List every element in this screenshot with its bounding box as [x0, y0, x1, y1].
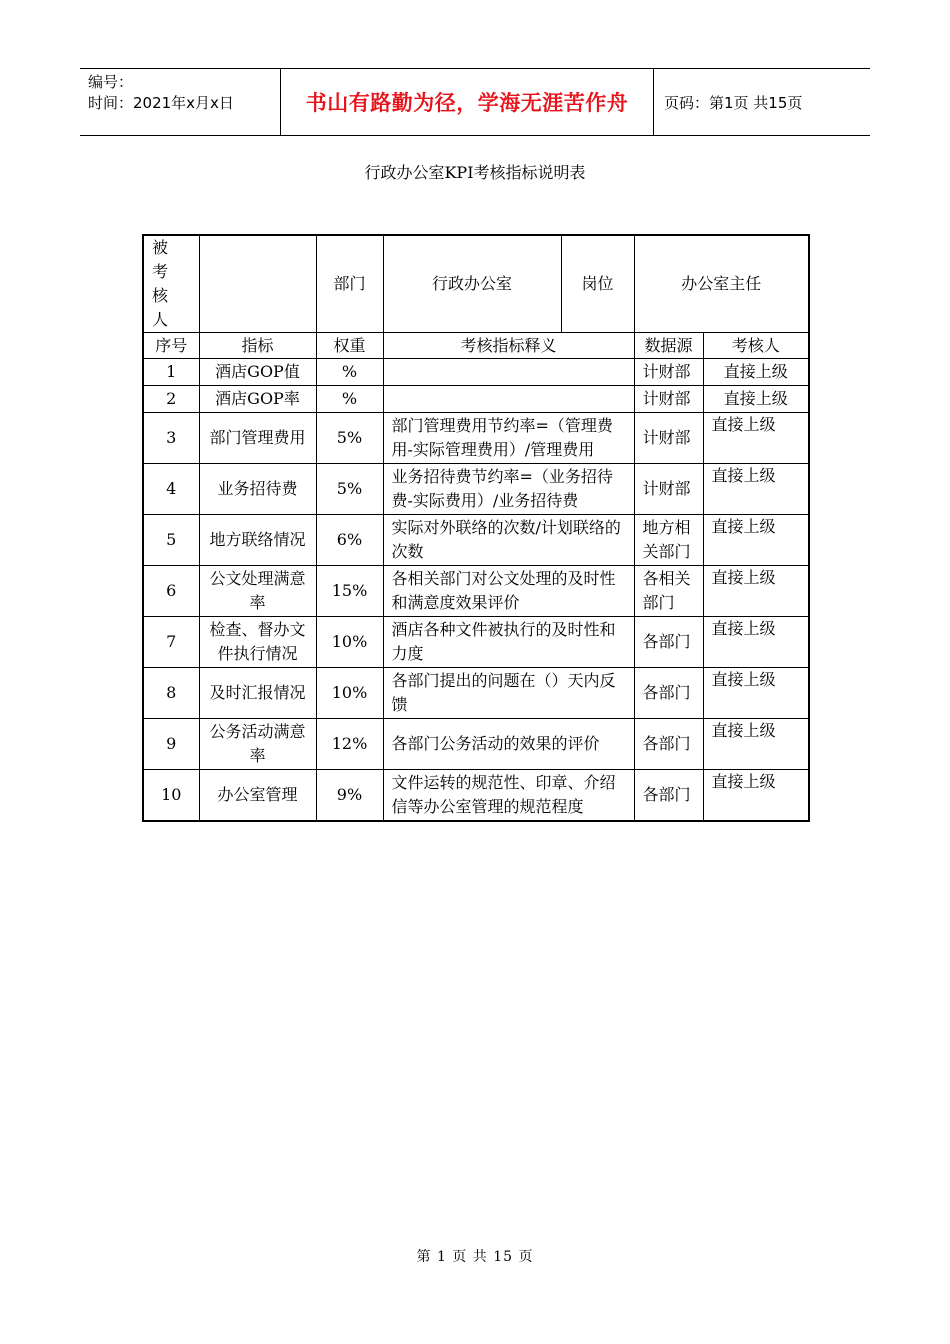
row-source: 地方相关部门 — [634, 515, 703, 566]
row-no: 6 — [143, 566, 199, 617]
row-desc: 酒店各种文件被执行的及时性和力度 — [383, 617, 634, 668]
assessee-label: 被考核人 — [143, 235, 199, 333]
row-assessor: 直接上级 — [703, 566, 809, 617]
row-weight: % — [316, 359, 383, 386]
header-slogan: 书山有路勤为径，学海无涯苦作舟 — [281, 69, 654, 135]
col-header-indicator: 指标 — [199, 333, 316, 359]
col-header-weight: 权重 — [316, 333, 383, 359]
row-source: 各部门 — [634, 617, 703, 668]
row-desc: 文件运转的规范性、印章、介绍信等办公室管理的规范程度 — [383, 770, 634, 821]
row-assessor: 直接上级 — [703, 359, 809, 386]
col-header-assessor: 考核人 — [703, 333, 809, 359]
row-weight: 12% — [316, 719, 383, 770]
page-footer: 第 1 页 共 15 页 — [416, 1249, 534, 1265]
row-source: 计财部 — [634, 413, 703, 464]
table-row — [143, 566, 809, 617]
row-weight: 6% — [316, 515, 383, 566]
dept-value: 行政办公室 — [383, 235, 561, 333]
row-weight: 5% — [316, 464, 383, 515]
row-source: 计财部 — [634, 464, 703, 515]
row-source: 各部门 — [634, 770, 703, 821]
row-source: 计财部 — [634, 359, 703, 386]
doc-date-label: 时间：2021年x月x日 — [88, 94, 234, 112]
dept-label: 部门 — [316, 235, 383, 333]
row-source: 各部门 — [634, 668, 703, 719]
row-assessor: 直接上级 — [703, 515, 809, 566]
row-indicator: 业务招待费 — [199, 464, 316, 515]
row-indicator: 部门管理费用 — [199, 413, 316, 464]
row-no: 7 — [143, 617, 199, 668]
row-indicator: 公文处理满意率 — [199, 566, 316, 617]
row-desc: 各部门公务活动的效果的评价 — [383, 719, 634, 770]
kpi-table — [142, 234, 810, 822]
row-weight: 9% — [316, 770, 383, 821]
row-weight: % — [316, 386, 383, 413]
row-source: 各相关部门 — [634, 566, 703, 617]
row-assessor: 直接上级 — [703, 668, 809, 719]
row-weight: 15% — [316, 566, 383, 617]
row-source: 计财部 — [634, 386, 703, 413]
table-row — [143, 413, 809, 464]
row-assessor: 直接上级 — [703, 464, 809, 515]
document-title: 行政办公室KPI考核指标说明表 — [364, 163, 586, 182]
row-no: 8 — [143, 668, 199, 719]
row-indicator: 酒店GOP值 — [199, 359, 316, 386]
row-assessor: 直接上级 — [703, 386, 809, 413]
row-desc: 实际对外联络的次数/计划联络的次数 — [383, 515, 634, 566]
row-assessor: 直接上级 — [703, 413, 809, 464]
row-no: 4 — [143, 464, 199, 515]
table-row — [143, 464, 809, 515]
table-row — [143, 386, 809, 413]
row-weight: 5% — [316, 413, 383, 464]
table-row — [143, 617, 809, 668]
post-value: 办公室主任 — [634, 235, 809, 333]
col-header-no: 序号 — [143, 333, 199, 359]
row-no: 1 — [143, 359, 199, 386]
row-indicator: 办公室管理 — [199, 770, 316, 821]
column-header-row — [143, 333, 809, 359]
row-indicator: 及时汇报情况 — [199, 668, 316, 719]
row-source: 各部门 — [634, 719, 703, 770]
post-label: 岗位 — [561, 235, 634, 333]
row-indicator: 地方联络情况 — [199, 515, 316, 566]
row-desc — [383, 359, 634, 386]
row-no: 9 — [143, 719, 199, 770]
doc-number-label: 编号： — [88, 73, 134, 91]
header-meta — [80, 69, 281, 135]
header-page-code: 页码：第1页 共15页 — [664, 93, 803, 112]
table-row — [143, 668, 809, 719]
col-header-source: 数据源 — [634, 333, 703, 359]
row-weight: 10% — [316, 668, 383, 719]
row-desc: 各相关部门对公文处理的及时性和满意度效果评价 — [383, 566, 634, 617]
row-no: 2 — [143, 386, 199, 413]
row-assessor: 直接上级 — [703, 617, 809, 668]
assessee-value — [199, 235, 316, 333]
row-indicator: 公务活动满意率 — [199, 719, 316, 770]
row-indicator: 检查、督办文件执行情况 — [199, 617, 316, 668]
table-row — [143, 359, 809, 386]
row-assessor: 直接上级 — [703, 770, 809, 821]
row-indicator: 酒店GOP率 — [199, 386, 316, 413]
col-header-desc: 考核指标释义 — [383, 333, 634, 359]
row-desc — [383, 386, 634, 413]
page-header — [80, 68, 870, 136]
row-no: 3 — [143, 413, 199, 464]
row-desc: 各部门提出的问题在（）天内反馈 — [383, 668, 634, 719]
table-row — [143, 719, 809, 770]
row-desc: 业务招待费节约率=（业务招待费-实际费用）/业务招待费 — [383, 464, 634, 515]
info-row — [143, 235, 809, 333]
row-weight: 10% — [316, 617, 383, 668]
row-desc: 部门管理费用节约率=（管理费用-实际管理费用）/管理费用 — [383, 413, 634, 464]
row-assessor: 直接上级 — [703, 719, 809, 770]
row-no: 5 — [143, 515, 199, 566]
table-row — [143, 515, 809, 566]
table-row — [143, 770, 809, 821]
row-no: 10 — [143, 770, 199, 821]
